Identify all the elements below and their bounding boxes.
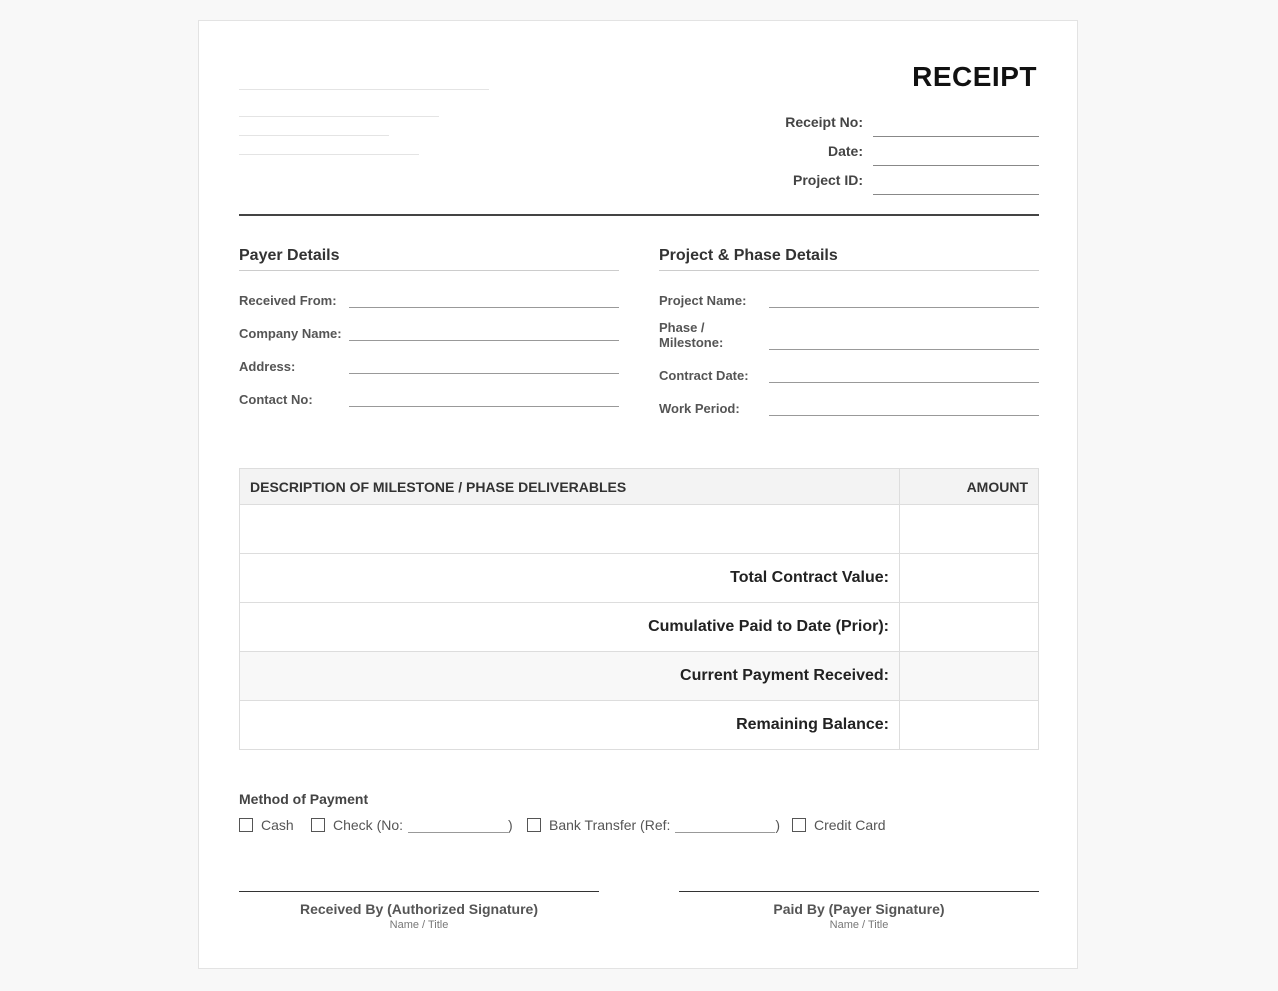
table-row <box>240 652 1039 701</box>
check-close-paren: ) <box>508 817 513 833</box>
table-row <box>240 554 1039 603</box>
cash-label: Cash <box>261 817 294 833</box>
address-label: Address: <box>239 359 296 374</box>
contract-date-label: Contract Date: <box>659 368 749 383</box>
credit-card-checkbox[interactable] <box>792 818 806 832</box>
check-number-field[interactable] <box>408 818 508 833</box>
paid-by-sublabel: Name / Title <box>829 919 889 931</box>
received-by-label: Received By (Authorized Signature) <box>299 901 539 917</box>
cumulative-paid-amount[interactable] <box>900 603 1039 652</box>
company-name-label: Company Name: <box>239 326 342 341</box>
total-contract-value-amount[interactable] <box>900 554 1039 603</box>
address-field[interactable] <box>349 373 619 374</box>
date-field[interactable] <box>873 165 1039 166</box>
check-label: Check (No: <box>333 817 404 833</box>
paid-by-signature-line[interactable] <box>679 891 1039 892</box>
remaining-balance-label: Remaining Balance: <box>240 701 900 750</box>
project-name-label: Project Name: <box>659 293 747 308</box>
work-period-field[interactable] <box>769 415 1039 416</box>
contract-date-field[interactable] <box>769 382 1039 383</box>
payment-option-check[interactable] <box>311 816 513 834</box>
table-row <box>240 505 1039 554</box>
receipt-title: RECEIPT <box>912 61 1037 92</box>
payer-details-title: Payer Details <box>239 247 340 264</box>
company-name-field[interactable] <box>349 340 619 341</box>
check-checkbox[interactable] <box>311 818 325 832</box>
table-row <box>240 603 1039 652</box>
header-divider <box>239 214 1039 216</box>
company-city-placeholder <box>239 135 389 136</box>
project-details-title: Project & Phase Details <box>659 247 838 264</box>
contact-no-field[interactable] <box>349 406 619 407</box>
receipt-page <box>198 20 1078 969</box>
bank-ref-field[interactable] <box>675 818 775 833</box>
table-header-row <box>240 469 1039 505</box>
received-from-field[interactable] <box>349 307 619 308</box>
total-contract-value-label: Total Contract Value: <box>240 554 900 603</box>
project-details-rule <box>659 270 1039 271</box>
received-from-label: Received From: <box>239 293 337 308</box>
payment-method-title: Method of Payment <box>239 791 369 807</box>
milestone-table <box>239 468 1039 750</box>
work-period-label: Work Period: <box>659 401 740 416</box>
company-address-placeholder <box>239 116 439 117</box>
bank-close-paren: ) <box>775 817 781 833</box>
payer-details-rule <box>239 270 619 271</box>
description-column-header: DESCRIPTION OF MILESTONE / PHASE DELIVERABLES <box>240 469 900 505</box>
table-row <box>240 701 1039 750</box>
received-by-signature-line[interactable] <box>239 891 599 892</box>
project-id-label: Project ID: <box>792 172 863 188</box>
phase-milestone-field[interactable] <box>769 349 1039 350</box>
remaining-balance-amount[interactable] <box>900 701 1039 750</box>
payment-option-bank-transfer[interactable] <box>527 816 780 834</box>
payment-option-cash[interactable] <box>239 816 294 834</box>
cash-checkbox[interactable] <box>239 818 253 832</box>
amount-column-header: AMOUNT <box>900 469 1039 505</box>
credit-card-label: Credit Card <box>814 817 886 833</box>
current-payment-amount[interactable] <box>900 652 1039 701</box>
payment-option-credit-card[interactable] <box>792 816 886 834</box>
contact-no-label: Contact No: <box>239 392 313 407</box>
paid-by-label: Paid By (Payer Signature) <box>773 901 945 917</box>
project-id-field[interactable] <box>873 194 1039 195</box>
description-cell[interactable] <box>240 505 900 554</box>
received-by-sublabel: Name / Title <box>389 919 449 931</box>
phase-milestone-label: Phase / Milestone: <box>659 320 724 350</box>
company-contact-placeholder <box>239 154 419 155</box>
cumulative-paid-label: Cumulative Paid to Date (Prior): <box>240 603 900 652</box>
receipt-no-field[interactable] <box>873 136 1039 137</box>
bank-transfer-label: Bank Transfer (Ref: <box>549 817 671 833</box>
company-name-placeholder <box>239 89 489 90</box>
project-name-field[interactable] <box>769 307 1039 308</box>
current-payment-label: Current Payment Received: <box>240 652 900 701</box>
amount-cell[interactable] <box>900 505 1039 554</box>
receipt-no-label: Receipt No: <box>785 114 863 130</box>
bank-transfer-checkbox[interactable] <box>527 818 541 832</box>
date-label: Date: <box>827 143 863 159</box>
